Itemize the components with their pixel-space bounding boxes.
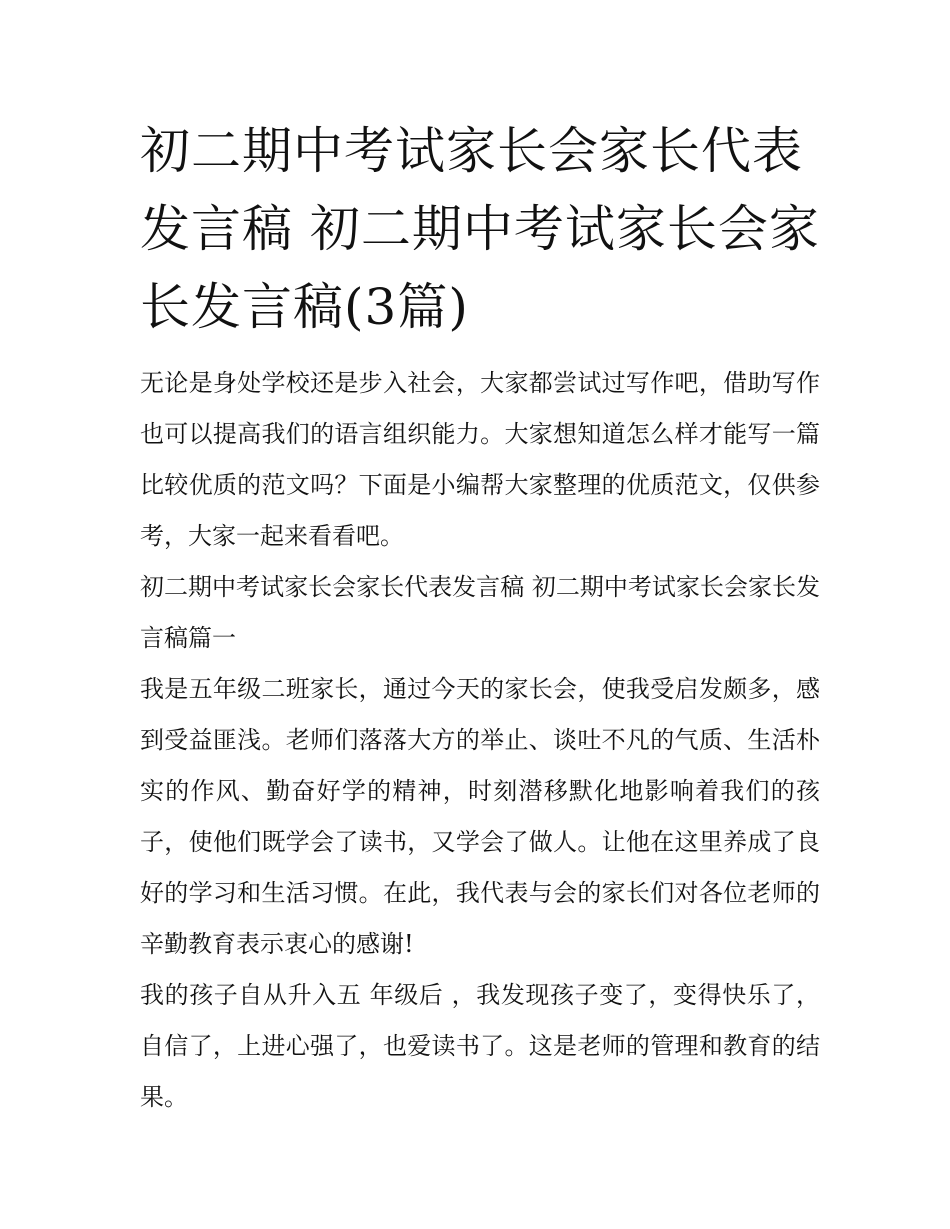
body-paragraph: 我是五年级二班家长，通过今天的家长会，使我受启发颇多，感到受益匪浅。老师们落落大方的举止、谈吐不凡的气质、生活朴实的作风、勤奋好学的精神，时刻潜移默化地影响着我们的孩子，使他们既学会了读书，又学会了做人。让他在这里养成了良好的学习和生活习惯。在此，我代表与会的家长们对各位老师的辛勤教育表示衷心的感谢! <box>140 675 820 958</box>
intro-paragraph: 无论是身处学校还是步入社会，大家都尝试过写作吧，借助写作也可以提高我们的语言组织能力。大家想知道怎么样才能写一篇比较优质的范文吗？下面是小编帮大家整理的优质范文，仅供参考，大家一起来看看吧。 <box>140 369 820 550</box>
section-heading: 初二期中考试家长会家长代表发言稿 初二期中考试家长会家长发言稿篇一 <box>140 573 820 652</box>
document-title: 初二期中考试家长会家长代表发言稿 初二期中考试家长会家长发言稿(3篇) <box>140 122 820 336</box>
document-page <box>140 112 820 1123</box>
body-paragraph: 我的孩子自从升入五 年级后 ，我发现孩子变了，变得快乐了，自信了，上进心强了，也爱读书了。这是老师的管理和教育的结果。 <box>140 981 820 1111</box>
